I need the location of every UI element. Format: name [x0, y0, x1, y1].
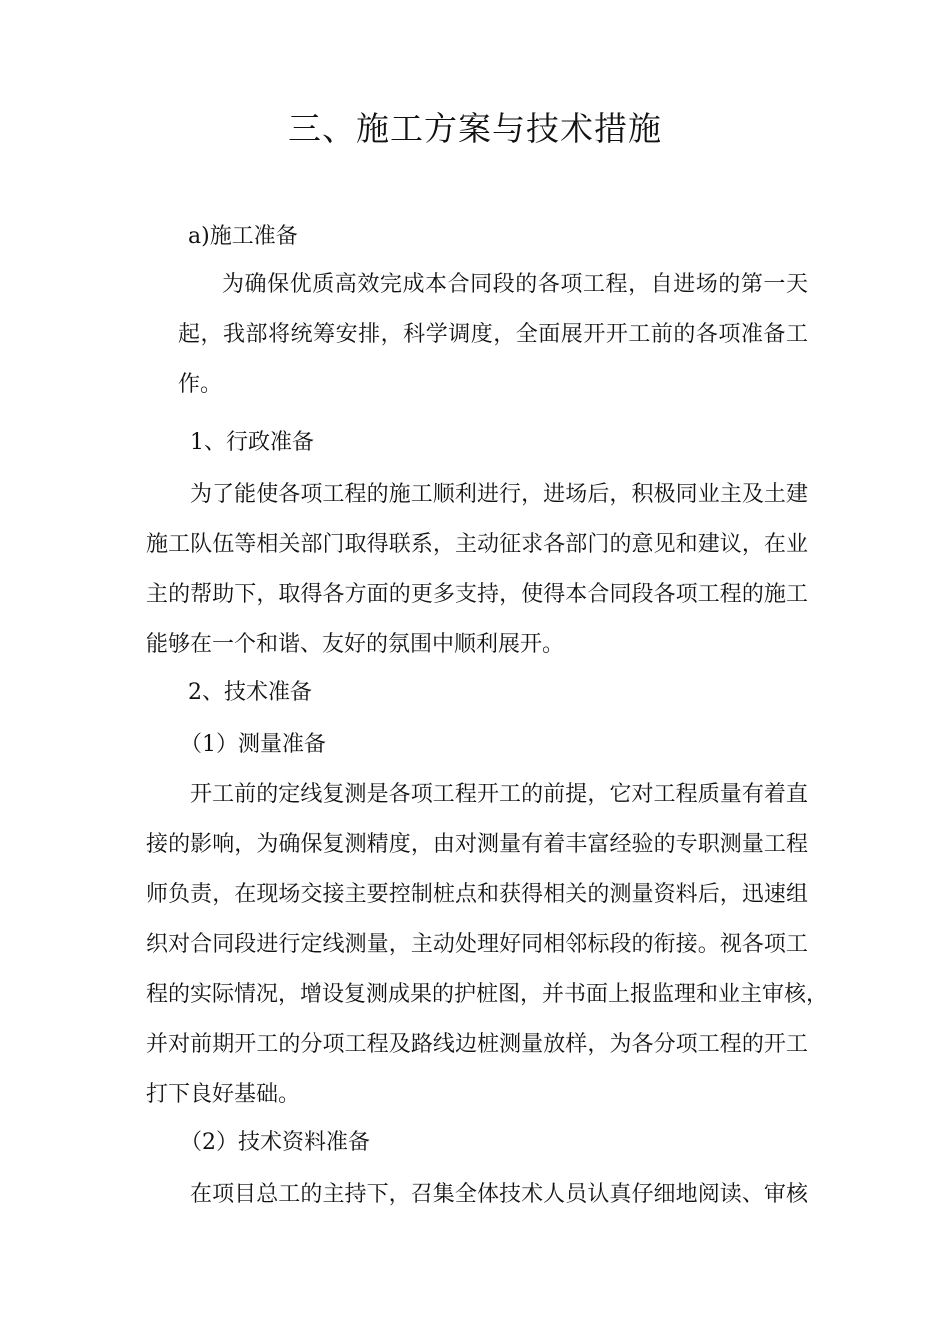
paragraph-line: 为确保优质高效完成本合同段的各项工程，自进场的第一天: [222, 272, 808, 297]
paragraph-line: 起，我部将统筹安排，科学调度，全面展开开工前的各项准备工: [178, 322, 808, 347]
page-title: 三、施工方案与技术措施: [288, 109, 662, 148]
paragraph-line: 施工队伍等相关部门取得联系，主动征求各部门的意见和建议，在业: [146, 532, 808, 557]
paragraph-line: 开工前的定线复测是各项工程开工的前提，它对工程质量有着直: [190, 782, 808, 807]
paragraph-line: 作。: [178, 372, 223, 397]
paragraph-line: 并对前期开工的分项工程及路线边桩测量放样，为各分项工程的开工: [146, 1032, 808, 1057]
paragraph-line: 师负责，在现场交接主要控制桩点和获得相关的测量资料后，迅速组: [146, 882, 808, 907]
paragraph-line: 打下良好基础。: [146, 1082, 301, 1107]
section-heading-a: a)施工准备: [188, 224, 298, 249]
subsection-heading-2-1: （1）测量准备: [180, 732, 326, 757]
paragraph-line: 为了能使各项工程的施工顺利进行，进场后，积极同业主及土建: [190, 482, 808, 507]
paragraph-line: 在项目总工的主持下，召集全体技术人员认真仔细地阅读、审核: [190, 1182, 808, 1207]
subsection-heading-2-2: （2）技术资料准备: [180, 1130, 370, 1155]
paragraph-line: 接的影响，为确保复测精度，由对测量有着丰富经验的专职测量工程: [146, 832, 808, 857]
subsection-heading-2: 2、技术准备: [188, 680, 312, 705]
paragraph-line: 能够在一个和谐、友好的氛围中顺利展开。: [146, 632, 565, 657]
subsection-heading-1: 1、行政准备: [190, 430, 314, 455]
paragraph-line: 织对合同段进行定线测量，主动处理好同相邻标段的衔接。视各项工: [146, 932, 808, 957]
paragraph-line: 程的实际情况，增设复测成果的护桩图，并书面上报监理和业主审核，: [146, 982, 829, 1007]
paragraph-line: 主的帮助下，取得各方面的更多支持，使得本合同段各项工程的施工: [146, 582, 808, 607]
